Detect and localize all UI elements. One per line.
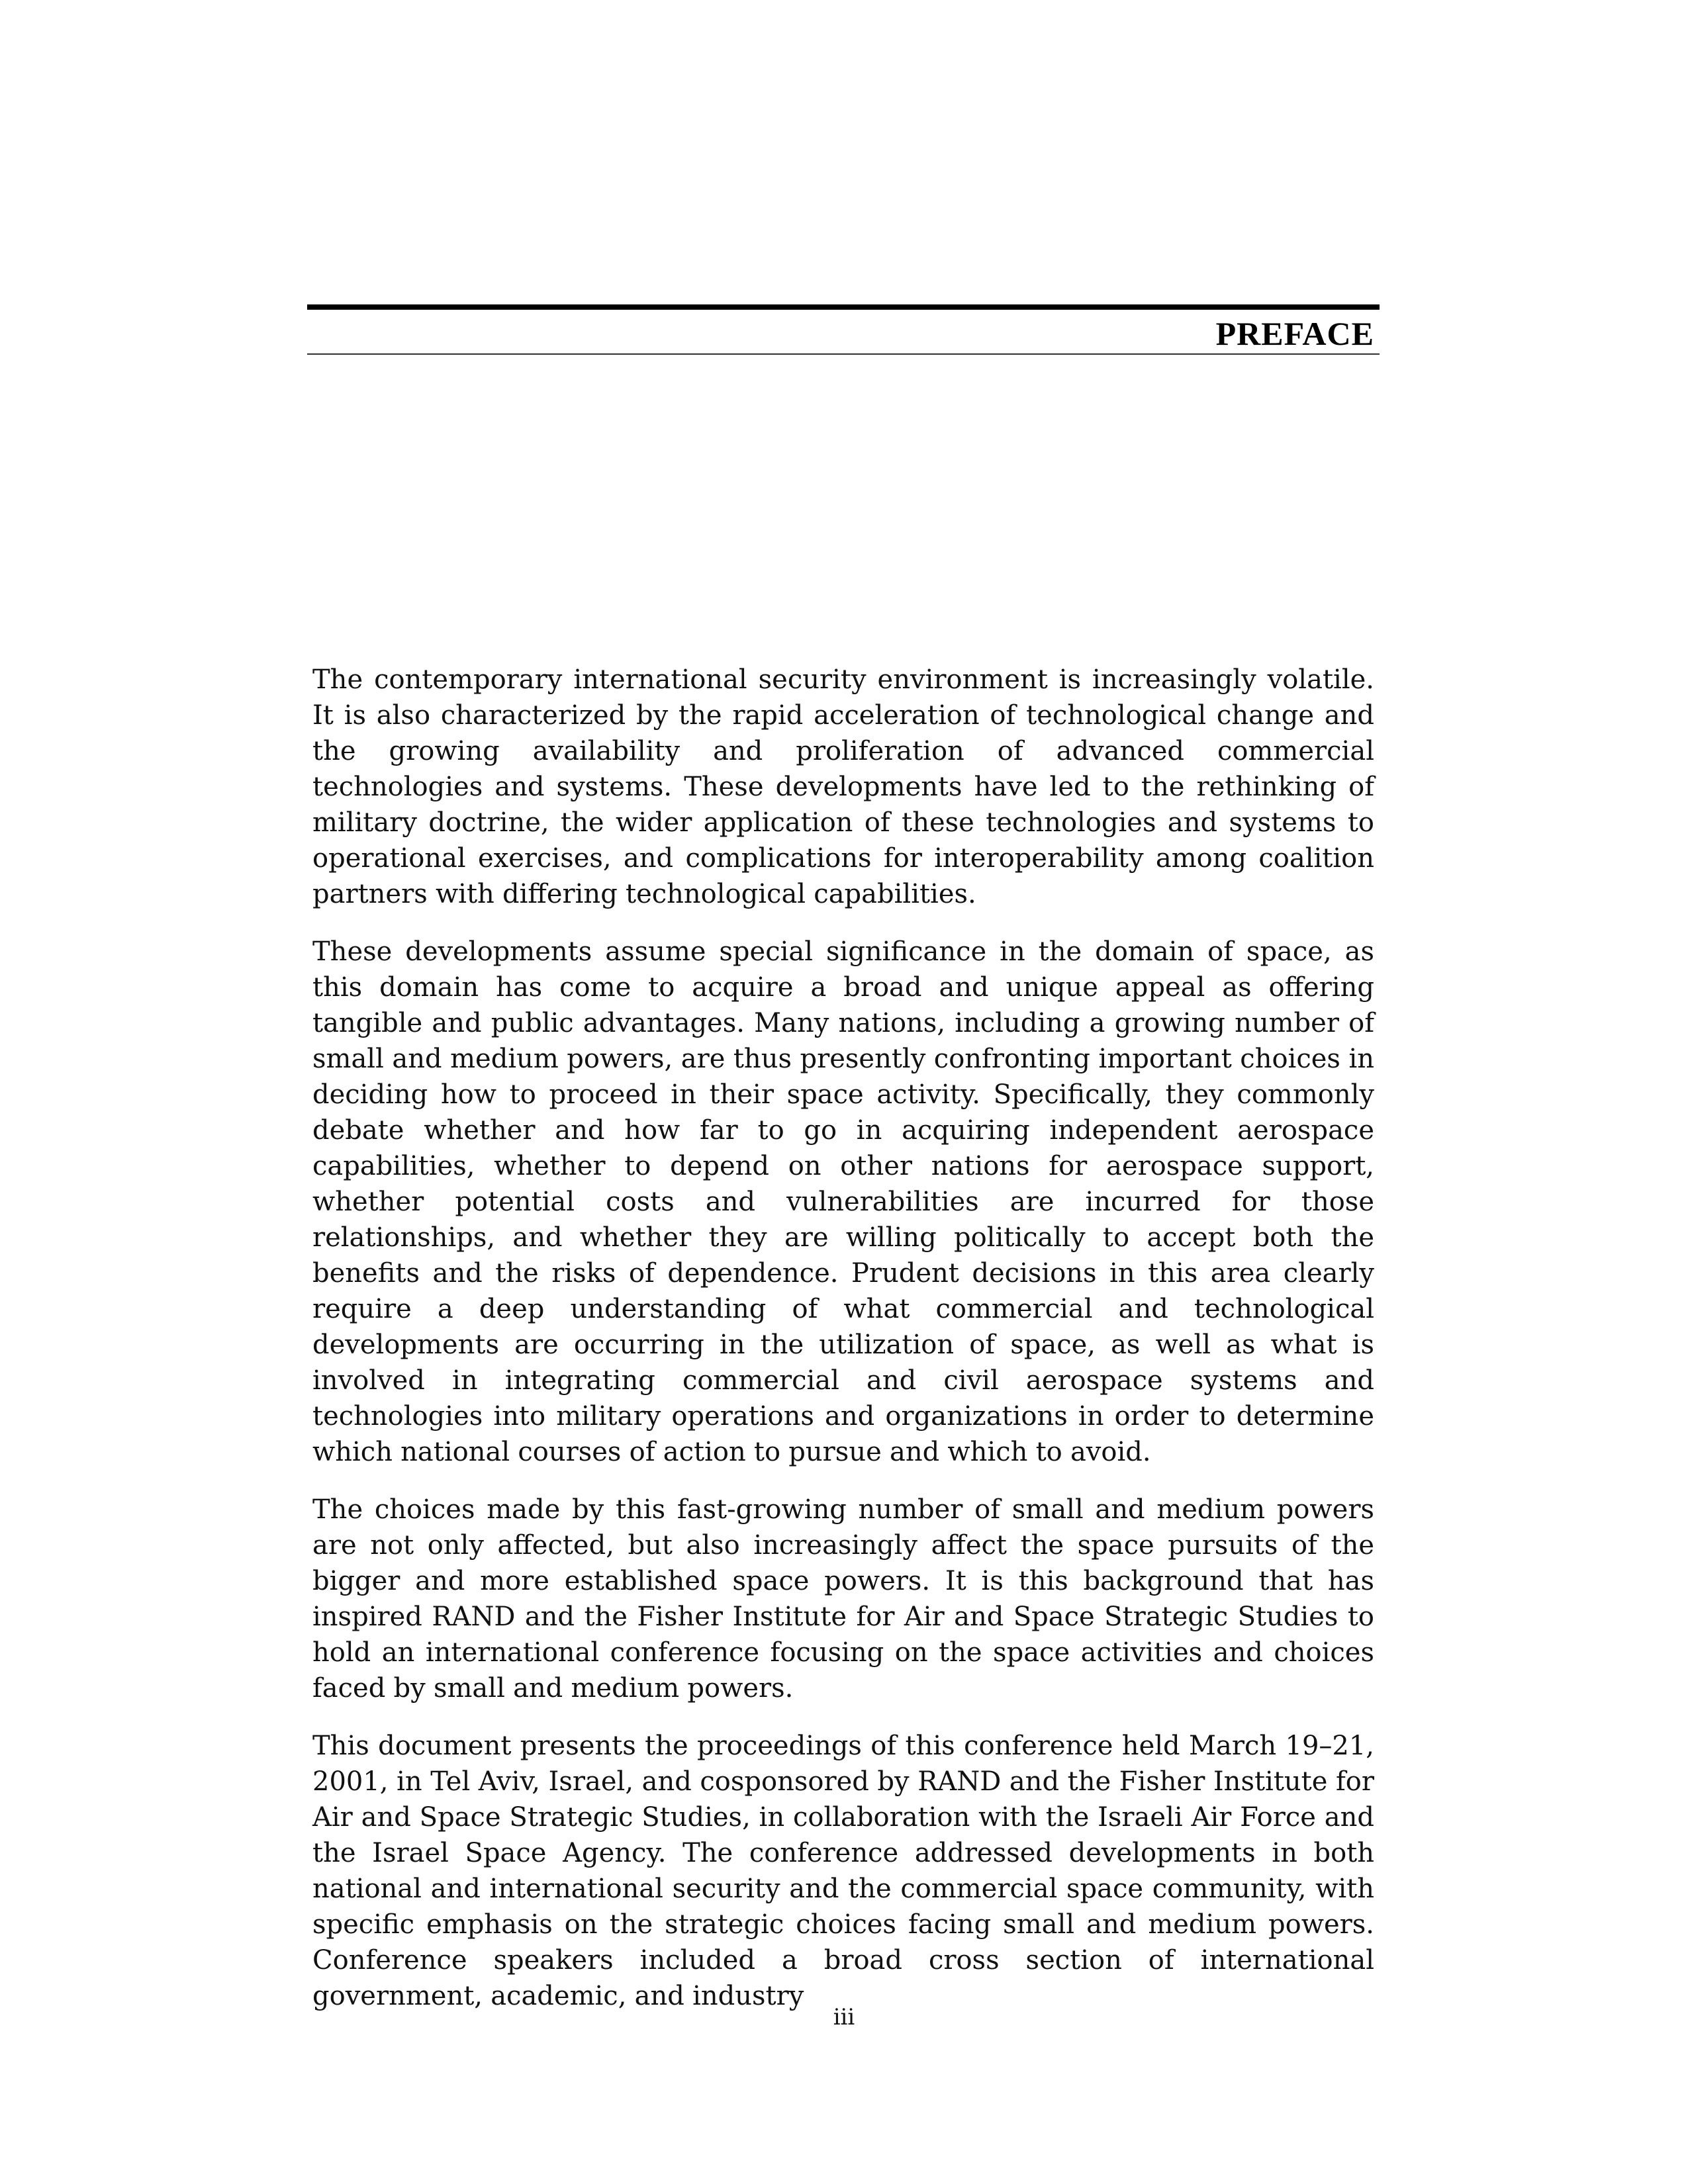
paragraph-1: The contemporary international security environment is increasingly volatile. It is also characterized by the rapid acceleration of technological change and the growing availability and proliferation of advanced commercial technologies and systems. These developments have led to the rethinking of military doctrine, the wider application of these technologies and systems to operational exercises, and complications for interoperability among coalition partners with differing technological capabilities. [312, 664, 1374, 909]
heading-rule-top [307, 304, 1380, 310]
heading-rule-bottom [307, 353, 1380, 355]
page-number: iii [833, 2004, 855, 2030]
paragraph-2: These developments assume special significance in the domain of space, as this domain has come to acquire a broad and unique appeal as offering tangible and public advantages. Many nations, including a growing number of small and medium powers, are thus presently confronting important choices in deciding how to proceed in their space activity. Specifically, they commonly debate whether and how far to go in acquiring independent aerospace capabilities, whether to depend on other nations for aerospace support, whether potential costs and vulnerabilities are incurred for those relationships, and whether they are willing politically to accept both the benefits and the risks of dependence. Prudent decisions in this area clearly require a deep understanding of what commercial and technological developments are occurring in the utilization of space, as well as what is involved in integrating commercial and civil aerospace systems and technologies into military operations and organizations in order to determine which national courses of action to pursue and which to avoid. [312, 936, 1374, 1467]
page-title: PREFACE [1215, 315, 1374, 352]
paragraph-3: The choices made by this fast-growing number of small and medium powers are not only affected, but also increasingly affect the space pursuits of the bigger and more established space powers. It is this background that has inspired RAND and the Fisher Institute for Air and Space Strategic Studies to hold an international conference focusing on the space activities and choices faced by small and medium powers. [312, 1494, 1374, 1704]
paragraph-4: This document presents the proceedings of this conference held March 19–21, 2001, in Tel Aviv, Israel, and cosponsored by RAND and the Fisher Institute for Air and Space Strategic Studies, in collaboration with the Israeli Air Force and the Israel Space Agency. The conference addressed developments in both national and international security and the commercial space community, with specific emphasis on the strategic choices facing small and medium powers. Conference speakers included a broad cross section of international government, academic, and industry [312, 1731, 1374, 2011]
body-text [312, 662, 1374, 2036]
